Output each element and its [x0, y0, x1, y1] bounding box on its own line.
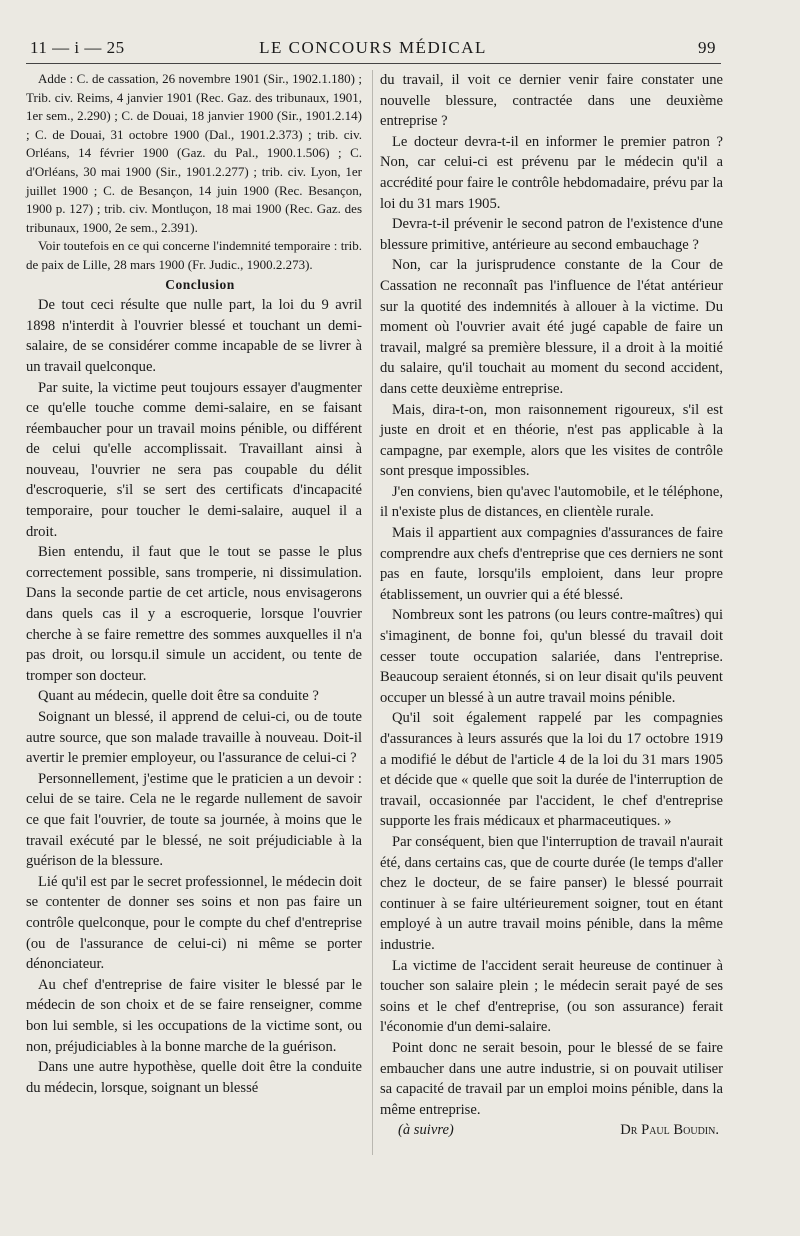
paragraph: Point donc ne serait besoin, pour le blessé de se faire embaucher dans une autre industrie, si on pouvait utiliser sa capacité de travail par un emploi moins pénible, dans la même entreprise. — [380, 1039, 723, 1118]
paragraph: Quant au médecin, quelle doit être sa conduite ? — [38, 688, 319, 705]
paragraph: La victime de l'accident serait heureuse de continuer à toucher son salaire plein ; le médecin serait payé de ses soins et le chef d'entreprise, (ou son assurance) ferait l'économie d'un demi-salaire. — [380, 957, 723, 1036]
citations-note: Voir toutefois en ce qui concerne l'indemnité temporaire : trib. de paix de Lille, 28 mars 1900 (Fr. Judic., 1900.2.273). — [26, 238, 362, 272]
signature-line — [380, 1120, 723, 1141]
author-name: Dr Paul Boudin. — [620, 1122, 719, 1139]
citations-paragraph: Adde : C. de cassation, 26 novembre 1901 (Sir., 1902.1.180) ; Trib. civ. Reims, 4 janvier 1901 (Rec. Gaz. des tribunaux, 1901, 1er sem., 2.290) ; C. de Douai, 18 janvier 1900 (Sir., 1901.2.14) ; C. de Douai, 31 octobre 1900 (Dal., 1901.2.373) ; trib. civ. Orléans, 14 février 1900 (Gaz. du Pal., 1900.1.506) ; C. d'Orléans, 30 mai 1900 (Sir., 1901.2.277) ; trib. civ. Lyon, 1er juillet 1900 ; C. de Besançon, 14 juin 1900 (Rec. Besançon, 1900 p. 127) ; trib. civ. Montluçon, 18 mai 1900 (Rec. Gaz. des tribunaux, 1900, 2e sem., 2.391). — [26, 71, 362, 235]
page-number: 99 — [698, 38, 716, 57]
paragraph: De tout ceci résulte que nulle part, la loi du 9 avril 1898 n'interdit à l'ouvrier blessé et touchant un demi-salaire, de se considérer comme incapable de se livrer à un travail quelconque. — [26, 297, 362, 375]
paragraph: Lié qu'il est par le secret professionnel, le médecin doit se contenter de donner ses soins et non pas faire un contrôle quelconque, pour le compte du chef d'entreprise (ou de l'assurance de celui-ci) ni même se porter dénonciateur. — [26, 873, 362, 973]
page-header — [30, 38, 716, 62]
paragraph: du travail, il voit ce dernier venir faire constater une nouvelle blessure, contractée dans une deuxième entreprise ? — [380, 72, 723, 130]
section-heading: Conclusion — [165, 276, 235, 292]
paragraph: Par conséquent, bien que l'interruption de travail n'aurait été, dans certains cas, que de courte durée (le temps d'aller chez le docteur, de se faire panser) le blessé pourrait continuer à se faire ultérieurement soigner, tout en étant employé à un autre travail moins pénible, dans la même industrie. — [380, 833, 723, 953]
paragraph: Au chef d'entreprise de faire visiter le blessé par le médecin de son choix et de se faire renseigner, comme bon lui semble, si les occupations de la victime sont, ou non, préjudiciables à la bonne marche de la guérison. — [26, 976, 362, 1055]
issue-number: 11 — i — 25 — [30, 38, 125, 57]
header-rule — [26, 63, 721, 64]
to-follow-note: (à suivre) — [398, 1122, 454, 1139]
paragraph: J'en conviens, bien qu'avec l'automobile, et le téléphone, il n'existe plus de distances, en clientèle rurale. — [380, 483, 723, 521]
paragraph: Bien entendu, il faut que le tout se passe le plus correctement possible, sans tromperie, ni dissimulation. Dans la seconde partie de cet article, nous envisagerons dans quels cas il y a escroquerie, lorsque l'ouvrier cherche à se faire remettre des sommes auxquelles il n'a pas droit, ou lorsqu.il simule un accident, ou tente de tromper son docteur. — [26, 544, 362, 684]
paragraph: Devra-t-il prévenir le second patron de l'existence d'une blessure primitive, antérieure au second embauchage ? — [380, 216, 723, 253]
paragraph: Soignant un blessé, il apprend de celui-ci, ou de toute autre source, que son malade travaille à nouveau. Doit-il avertir le premier employeur, ou l'assurance de celui-ci ? — [26, 709, 362, 767]
left-column — [26, 70, 362, 1098]
paragraph: Mais il appartient aux compagnies d'assurances de faire comprendre aux chefs d'entreprise que ces derniers ne sont pas en faute, lorsqu'ils emploient, dans leur propre établissement, un ouvrier qui a été blessé. — [380, 525, 724, 603]
paragraph: Qu'il soit également rappelé par les compagnies d'assurances à leurs assurés que la loi du 17 octobre 1919 a modifié le début de l'article 4 de la loi du 31 mars 1905 et décide que « quelle que soit la durée de l'interruption de travail, occasionnée par l'accident, le chef d'entreprise supporte les frais médicaux et pharmaceutiques. » — [380, 710, 723, 830]
paragraph: Personnellement, j'estime que le praticien a un devoir : celui de se taire. Cela ne le regarde nullement de savoir ce que fait l'ouvrier, de toute sa journée, à moins que le travail exécuté par le blessé, ne soit préjudiciable à la guérison de la blessure. — [26, 770, 362, 870]
right-column — [380, 70, 723, 1141]
paragraph: Nombreux sont les patrons (ou leurs contre-maîtres) qui s'imaginent, de bonne foi, qu'un blessé du travail doit cesser toute occupation salariée, dans l'entreprise. Beaucoup seraient étonnés, si on leur disait qu'ils peuvent occuper un blessé à un autre travail moins pénible. — [380, 607, 723, 706]
paragraph: Mais, dira-t-on, mon raisonnement rigoureux, s'il est juste en droit et en théorie, n'est pas applicable à la campagne, par exemple, alors que les visites de contrôle sont presque impossibles. — [380, 401, 723, 480]
column-divider — [372, 70, 373, 1155]
paragraph: Dans une autre hypothèse, quelle doit être la conduite du médecin, lorsque, soignant un blessé — [26, 1059, 362, 1096]
journal-title: LE CONCOURS MÉDICAL — [259, 38, 487, 57]
paragraph: Non, car la jurisprudence constante de la Cour de Cassation ne reconnaît pas l'influence de l'état antérieur sur la quotité des indemnités à allouer à la victime. Du moment où l'ouvrier avait été jugé capable de faire un travail, malgré sa première blessure, il a droit à la moitié du salaire, qu'il touchait au moment du second accident, dans cette deuxième entreprise. — [380, 257, 723, 397]
paragraph: Le docteur devra-t-il en informer le premier patron ? Non, car celui-ci est prévenu par le médecin qu'il a accrédité pour faire le contrôle hebdomadaire, prévu par la loi du 31 mars 1905. — [380, 133, 723, 212]
paragraph: Par suite, la victime peut toujours essayer d'augmenter ce qu'elle touche comme demi-salaire, en se faisant réembaucher pour un travail moins pénible, ou différent de celui qu'elle accomplissait. Travaillant ainsi à nouveau, l'ouvrier ne sera pas coupable du délit d'escroquerie, s'il se sert des certificats d'incapacité temporaire, pour toucher le demi-salaire, auquel il a droit. — [26, 379, 362, 540]
